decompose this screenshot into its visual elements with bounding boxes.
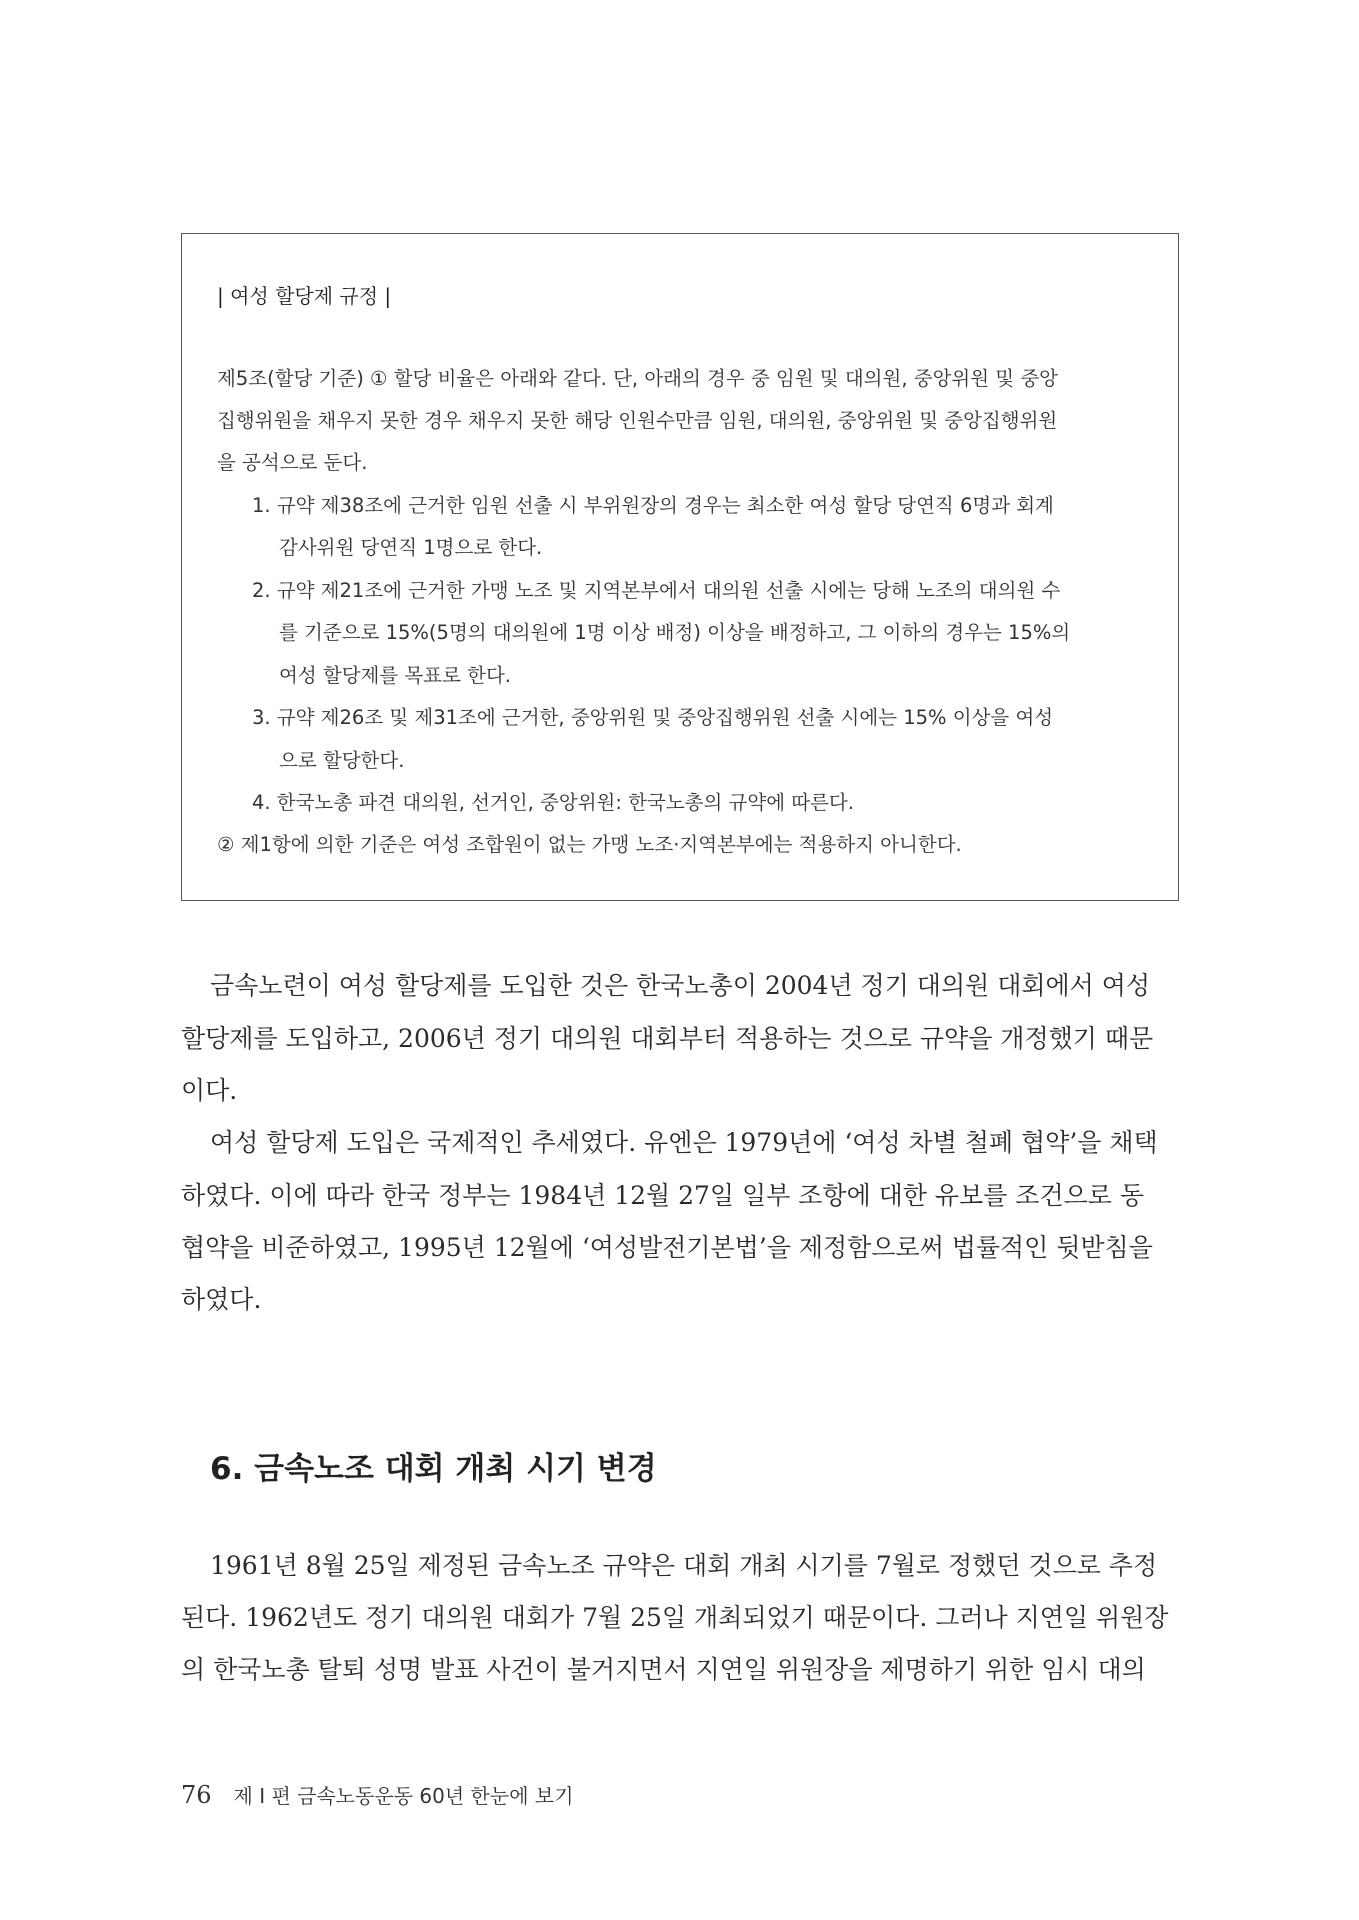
paragraph-line: 금속노련이 여성 할당제를 도입한 것은 한국노총이 2004년 정기 대의원 대회에서 여성 bbox=[210, 971, 1151, 1000]
regulation-line: 제5조(할당 기준) ① 할당 비율은 아래와 같다. 단, 아래의 경우 중 임원 및 대의원, 중앙위원 및 중앙 bbox=[217, 367, 1059, 390]
regulation-item: 4. 한국노총 파견 대의원, 선거인, 중앙위원: 한국노총의 규약에 따른다. bbox=[252, 791, 854, 814]
running-footer-text: 제 I 편 금속노동운동 60년 한눈에 보기 bbox=[233, 1784, 574, 1808]
regulation-item: 1. 규약 제38조에 근거한 임원 선출 시 부위원장의 경우는 최소한 여성 할당 당연직 6명과 회계 bbox=[252, 494, 1054, 517]
quota-regulation-box bbox=[181, 233, 1179, 901]
regulation-line: 감사위원 당연직 1명으로 한다. bbox=[279, 536, 543, 559]
regulation-line: 를 기준으로 15%(5명의 대의원에 1명 이상 배정) 이상을 배정하고, 그 이하의 경우는 15%의 bbox=[279, 621, 1071, 644]
box-content bbox=[182, 234, 1178, 900]
paragraph-line: 여성 할당제 도입은 국제적인 추세였다. 유엔은 1979년에 ‘여성 차별 철폐 협약’을 채택 bbox=[210, 1128, 1158, 1157]
regulation-item: 3. 규약 제26조 및 제31조에 근거한, 중앙위원 및 중앙집행위원 선출 시에는 15% 이상을 여성 bbox=[252, 706, 1054, 729]
page-footer bbox=[181, 1780, 574, 1809]
paragraph-line: 된다. 1962년도 정기 대의원 대회가 7월 25일 개최되었기 때문이다. 그러나 지연일 위원장 bbox=[181, 1603, 1169, 1632]
paragraph-line: 하였다. 이에 따라 한국 정부는 1984년 12월 27일 일부 조항에 대한 유보를 조건으로 동 bbox=[181, 1181, 1145, 1210]
regulation-line: ② 제1항에 의한 기준은 여성 조합원이 없는 가맹 노조·지역본부에는 적용하지 아니한다. bbox=[217, 833, 962, 856]
paragraph-line: 1961년 8월 25일 제정된 금속노조 규약은 대회 개최 시기를 7월로 정했던 것으로 추정 bbox=[210, 1551, 1158, 1580]
paragraph-line: 협약을 비준하였고, 1995년 12월에 ‘여성발전기본법’을 제정함으로써 법률적인 뒷받침을 bbox=[181, 1233, 1153, 1262]
regulation-line: 을 공석으로 둔다. bbox=[217, 451, 368, 474]
section-heading: 6. 금속노조 대회 개최 시기 변경 bbox=[210, 1451, 657, 1487]
regulation-line: 여성 할당제를 목표로 한다. bbox=[279, 664, 512, 687]
box-title: | 여성 할당제 규정 | bbox=[217, 284, 392, 308]
regulation-item: 2. 규약 제21조에 근거한 가맹 노조 및 지역본부에서 대의원 선출 시에는 당해 노조의 대의원 수 bbox=[252, 579, 1061, 602]
paragraph-line: 의 한국노총 탈퇴 성명 발표 사건이 불거지면서 지연일 위원장을 제명하기 위한 임시 대의 bbox=[181, 1655, 1146, 1684]
paragraph-line: 할당제를 도입하고, 2006년 정기 대의원 대회부터 적용하는 것으로 규약을 개정했기 때문 bbox=[181, 1024, 1154, 1053]
paragraph-line: 이다. bbox=[181, 1076, 238, 1105]
regulation-line: 으로 할당한다. bbox=[279, 749, 405, 772]
page-number: 76 bbox=[181, 1781, 212, 1809]
regulation-line: 집행위원을 채우지 못한 경우 채우지 못한 해당 인원수만큼 임원, 대의원, 중앙위원 및 중앙집행위원 bbox=[217, 409, 1058, 432]
paragraph-line: 하였다. bbox=[181, 1285, 262, 1314]
